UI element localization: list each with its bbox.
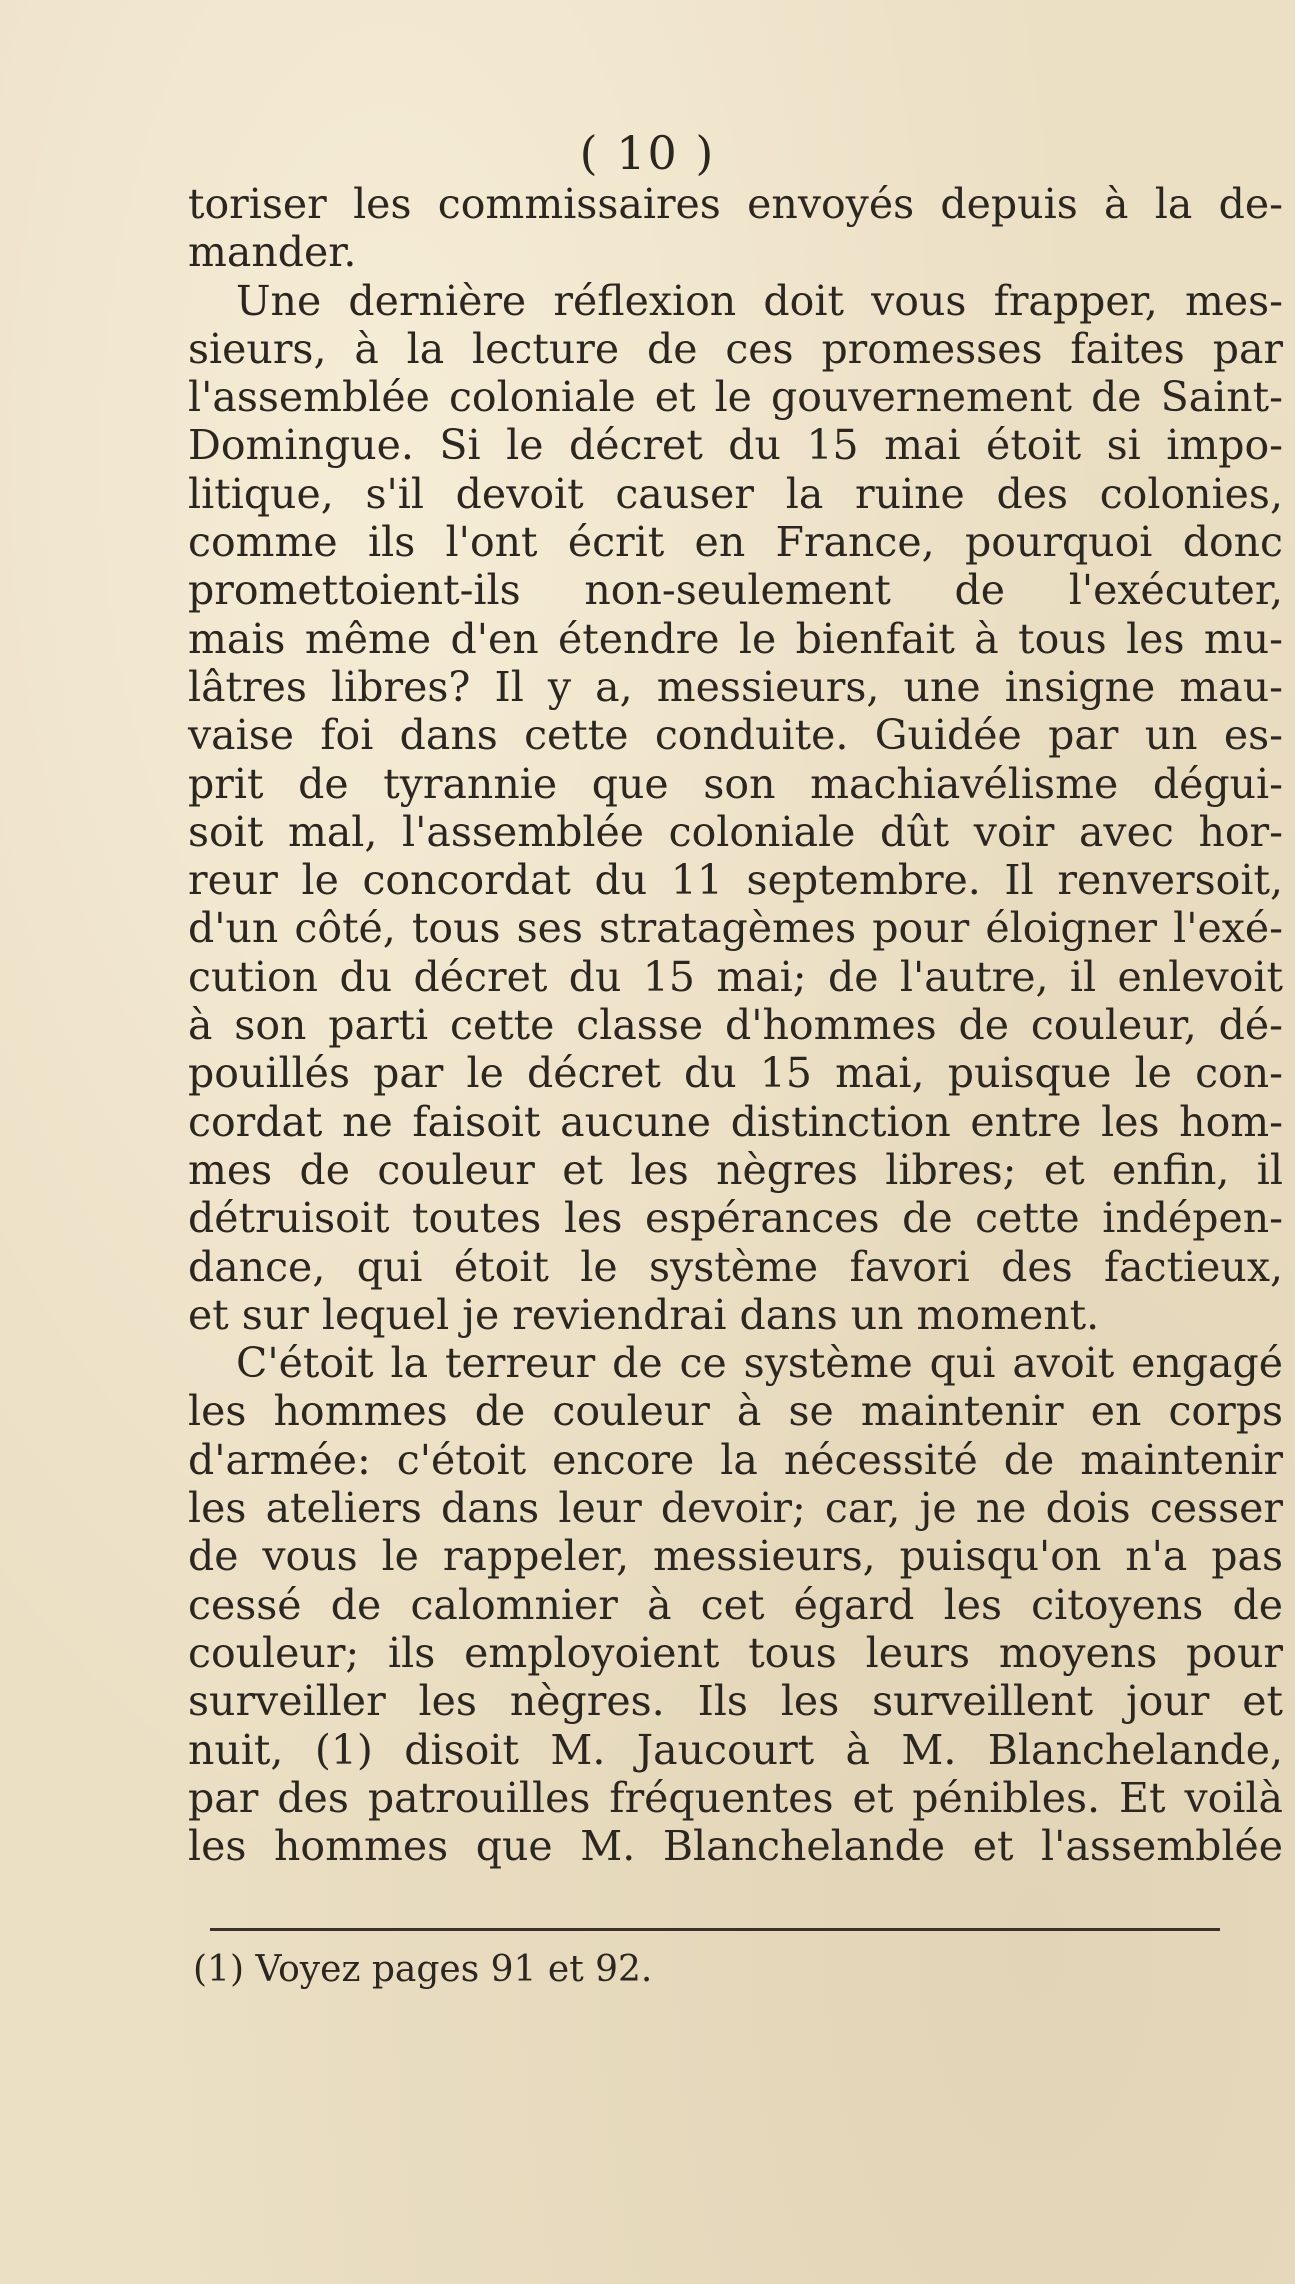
text-line: prit de tyrannie que son machiavélisme dégui- xyxy=(188,759,1283,808)
text-line: les ateliers dans leur devoir; car, je ne dois cesser xyxy=(188,1484,1283,1533)
text-line: les hommes de couleur à se maintenir en corps xyxy=(188,1387,1283,1436)
text-line: toriser les commissaires envoyés depuis à la de- xyxy=(188,180,1283,228)
text-line: vaise foi dans cette conduite. Guidée par un es- xyxy=(188,711,1283,760)
text-line: comme ils l'ont écrit en France, pourquoi donc xyxy=(188,518,1283,567)
text-line: pouillés par le décret du 15 mai, puisque le con- xyxy=(188,1049,1283,1098)
body-text xyxy=(188,180,1283,1870)
text-line: surveiller les nègres. Ils les surveillent jour et xyxy=(188,1677,1283,1726)
text-line: sieurs, à la lecture de ces promesses faites par xyxy=(188,324,1283,373)
page-number: ( 10 ) xyxy=(579,126,716,180)
text-line: à son parti cette classe d'hommes de couleur, dé- xyxy=(188,1001,1283,1050)
text-line: dance, qui étoit le système favori des factieux, xyxy=(188,1242,1283,1291)
footnote-rule xyxy=(210,1928,1220,1931)
text-line: Une dernière réflexion doit vous frapper, mes- xyxy=(236,276,1283,325)
text-line: nuit, (1) disoit M. Jaucourt à M. Blanchelande, xyxy=(188,1725,1283,1774)
text-line: et sur lequel je reviendrai dans un moment. xyxy=(188,1290,1100,1339)
text-line: l'assemblée coloniale et le gouvernement de Saint- xyxy=(188,373,1283,422)
text-line: de vous le rappeler, messieurs, puisqu'on n'a pas xyxy=(188,1532,1283,1581)
text-line: par des patrouilles fréquentes et pénibles. Et voilà xyxy=(188,1773,1283,1822)
text-line: soit mal, l'assemblée coloniale dût voir avec hor- xyxy=(188,807,1283,856)
text-line: lâtres libres? Il y a, messieurs, une insigne mau- xyxy=(188,662,1283,711)
text-line: couleur; ils employoient tous leurs moyens pour xyxy=(188,1628,1283,1677)
footnote: (1) Voyez pages 91 et 92. xyxy=(193,1949,653,1990)
text-line: reur le concordat du 11 septembre. Il renversoit, xyxy=(188,856,1283,905)
text-line: mais même d'en étendre le bienfait à tous les mu- xyxy=(188,614,1283,663)
text-line: Domingue. Si le décret du 15 mai étoit si impo- xyxy=(188,421,1283,470)
text-line: mander. xyxy=(188,228,357,277)
text-line: détruisoit toutes les espérances de cette indépen- xyxy=(188,1194,1283,1243)
text-line: cordat ne faisoit aucune distinction entre les hom- xyxy=(188,1097,1283,1146)
text-line: C'étoit la terreur de ce système qui avoit engagé xyxy=(236,1339,1283,1388)
text-line: les hommes que M. Blanchelande et l'assemblée xyxy=(188,1822,1283,1871)
text-line: cution du décret du 15 mai; de l'autre, il enlevoit xyxy=(188,952,1283,1001)
text-line: d'armée: c'étoit encore la nécessité de maintenir xyxy=(188,1435,1283,1484)
text-line: d'un côté, tous ses stratagèmes pour éloigner l'exé- xyxy=(188,904,1283,953)
text-line: cessé de calomnier à cet égard les citoyens de xyxy=(188,1580,1283,1629)
text-line: litique, s'il devoit causer la ruine des colonies, xyxy=(188,469,1283,518)
text-line: mes de couleur et les nègres libres; et enfin, il xyxy=(188,1145,1283,1194)
text-line: promettoient-ils non-seulement de l'exécuter, xyxy=(188,566,1283,615)
